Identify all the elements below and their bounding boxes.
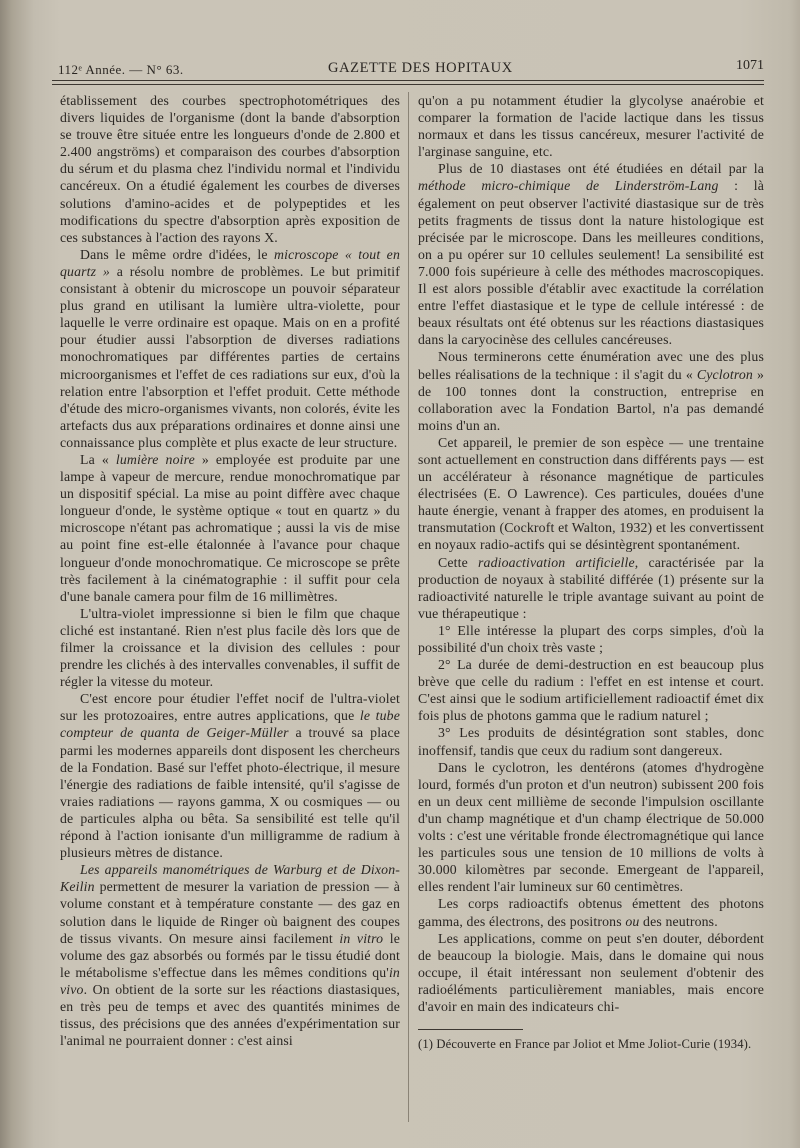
italic-text: ou [625, 913, 640, 929]
text-run: Nous terminerons cette énumération avec une des plus belles réalisations de la technique : il s'agit du « [418, 349, 764, 382]
text-run: » employée est produite par une lampe à vapeur de mercure, rendue monochromatique par un dispositif spécial. La mise au point diffère avec chaque longueur d'onde, le système optique « tout en quartz » du microscope n'étant pas achromatique ; aussi la vis de mise au point fine est-elle étalonnée à l'avance pour chaque longueur d'onde monochromatique. Ce microscope se prête très facilement à la cinématographie : il suffit pour cela d'une banale camera pour film de 16 millimètres. [60, 451, 400, 604]
paragraph [60, 246, 400, 451]
paragraph [60, 605, 400, 690]
text-run: Dans le même ordre d'idées, le [80, 246, 274, 262]
italic-text: lumière noire [115, 451, 195, 467]
text-run: a trouvé sa place parmi les modernes appareils dont disposent les chercheurs de la Fondation. Basé sur l'effet photo-électrique, il mesure l'énergie des radiations de faible intensité, qu'il s'agisse de vraies radiations — rayons gamma, X ou cosmiques — ou de particules alpha ou bêta. Sa sensibilité est telle qu'il répond à l'action ionisante d'un milligramme de radium à plusieurs mètres de distance. [60, 725, 400, 861]
italic-text: Les appareils manométriques de Warburg et de Dixon-Keilin [60, 862, 400, 895]
text-run: » de 100 tonnes dont la construction, entreprise en collaboration avec la Fondation Bartol, n'a pas demandé moins d'un an. [418, 366, 764, 433]
paragraph [418, 656, 764, 724]
text-run: Plus de 10 diastases ont été étudiées en détail par la [438, 161, 764, 177]
paragraph [60, 690, 400, 861]
text-run: La « [80, 451, 116, 467]
text-run: : là également on peut observer l'activité diastasique sur de très petits fragments de tissus dont la nature histologique est précisée par le microscope. Dans les meilleures conditions, on a pu opérer sur 10 cellules seulement! La sensibilité est 7.000 fois supérieure à celle des méthodes macroscopiques. Il est alors possible d'établir avec exactitude la corrélation entre l'effet diastasique et le type de cellule intéressé : de beaux résultats ont été obtenus sur les réactions diastasiques dans la caryocinèse des cellules cancéreuses. [418, 178, 764, 348]
text-run: permettent de mesurer la variation de pression — à volume constant et à température constante — des gaz en solution dans le liquide de Ringer où baignent des coupes de tissus vivants. On mesure ainsi facilement [60, 879, 400, 946]
paragraph [418, 348, 764, 433]
paragraph [418, 622, 764, 656]
footnote: (1) Découverte en France par Joliot et Mme Joliot-Curie (1934). [418, 1037, 752, 1052]
paragraph [418, 160, 764, 348]
page-number: 1071 [736, 58, 764, 73]
italic-text: radioactivation artificielle [478, 554, 635, 570]
italic-text: Cyclotron [696, 366, 753, 382]
text-run: Dans le cyclotron, les dentérons (atomes d'hydrogène lourd, formés d'un proton et d'un neutron) subissent 200 fois en un deux cent millième de seconde l'impulsion oscillante d'un champ magnétique et d'un champ électrique de 50.000 volts : c'est une véritable fronde électromagnétique qui lance les particules sous une tension de 10 millions de volts à 30.000 kilomètres par seconde. Emergeant de l'appareil, elles rendent l'air lumineux sur 60 centimètres. [418, 759, 764, 895]
text-run: Cette [438, 554, 479, 570]
paragraph [418, 930, 764, 1015]
journal-title: GAZETTE DES HOPITAUX [328, 60, 513, 76]
paragraph [418, 434, 764, 554]
paragraph [60, 861, 400, 1049]
text-run: le volume des gaz absorbés ou formés par le tissu étudié dont le métabolisme s'effectue dans les mêmes conditions qu' [60, 930, 400, 980]
paragraph [418, 554, 764, 622]
text-run: 1° Elle intéresse la plupart des corps simples, d'où la possibilité d'un choix très vaste ; [418, 622, 764, 655]
paragraph [418, 759, 764, 896]
italic-text: in vivo [60, 964, 400, 997]
italic-text: microscope « tout en quartz » [60, 246, 400, 279]
header-rule [52, 80, 764, 81]
text-run: , caractérisée par la production de noyaux à stabilité différée (1) présente sur la radioactivité naturelle le triple avantage suivant au point de vue thérapeutique : [418, 554, 764, 621]
italic-text: méthode micro-chimique de Linderström-Lang [418, 178, 719, 194]
italic-text: in vitro [339, 930, 384, 946]
paragraph [60, 451, 400, 605]
column-divider [408, 92, 409, 1122]
right-column-paragraphs [418, 92, 764, 1015]
text-run: 3° Les produits de désintégration sont stables, donc inoffensif, tandis que ceux du radium sont dangereux. [418, 725, 764, 758]
italic-text: le tube compteur de quanta de Geiger-Müller [60, 708, 400, 741]
text-run: Cet appareil, le premier de son espèce — une trentaine sont actuellement en construction dans différents pays — est un accélérateur à résonance magnétique de particules électrisées (E. O Lawrence). Ces particules, douées d'une haute énergie, venant à frapper des atomes, en produisent la transmutation (Cockroft et Walton, 1932) et les convertissent en noyaux radio-actifs qui se désintègrent spontanément. [418, 434, 764, 553]
text-run: qu'on a pu notamment étudier la glycolyse anaérobie et comparer la formation de l'acide lactique dans les tissus normaux et dans les tissus cancéreux, mesurer l'activité de l'arginase sanguine, etc. [418, 93, 764, 160]
text-run: L'ultra-violet impressionne si bien le film que chaque cliché est instantané. Rien n'est plus facile dès lors que de filmer la croissance et la division des cellules : pour prendre les clichés à des intervalles convenables, il suffit de régler la vitesse du moteur. [60, 605, 400, 690]
paragraph [418, 895, 764, 929]
text-run: établissement des courbes spectrophotométriques des divers liquides de l'organisme (dont la bande d'absorption se trouve être située entre les longueurs d'onde de 2.800 et 2.400 angströms) et comparaison des courbes d'absorption du sérum et du plasma chez l'individu normal et l'individu cancéreux. On a étudié également les courbes de diverses solutions d'amino-acides et de polypeptides et les modifications du spectre d'absorption après exposition de ces substances à l'action des rayons X. [60, 93, 400, 245]
right-column [418, 92, 764, 1052]
text-run: des neutrons. [639, 913, 718, 929]
left-column [60, 92, 400, 1049]
paragraph [418, 92, 764, 160]
paragraph [418, 724, 764, 758]
text-run: a résolu nombre de problèmes. Le but primitif consistant à obtenir du microscope un pouvoir séparateur plus grand en utilisant la lumière ultra-violette, pour laquelle le verre ordinaire est opaque. Mais on en a profité pour étudier aussi l'absorption de diverses radiations monochromatiques par différentes parties de certains microorganismes et l'effet de ces radiations sur eux, d'où la relation entre l'absorption et l'effet produit. Cette méthode d'étude des micro-organismes vivants, non colorés, évite les artefacts dus aux préparations ordinaires et donne ainsi une connaissance plus complète et plus exacte de leur structure. [60, 263, 400, 450]
footnote-rule [418, 1029, 523, 1030]
page-header [58, 58, 764, 80]
text-run: C'est encore pour étudier l'effet nocif de l'ultra-violet sur les protozoaires, entre autres applications, que [60, 691, 400, 724]
issue-number: 112ᵉ Année. — N° 63. [58, 62, 184, 77]
header-rule-double [52, 84, 764, 85]
text-run: Les corps radioactifs obtenus émettent des photons gamma, des électrons, des positrons [418, 896, 764, 929]
paragraph [60, 92, 400, 246]
text-run: 2° La durée de demi-destruction en est beaucoup plus brève que celle du radium : l'effet en est intense et court. C'est ainsi que le sodium artificiellement radioactif émet dix fois plus de photons gamma que le radium naturel ; [418, 657, 764, 724]
text-run: . On obtient de la sorte sur les réactions diastasiques, en très peu de temps et avec des quantités minimes de tissus, des précisions que des années d'expérimentation sur l'animal ne pourraient donner : c'est ainsi [60, 981, 400, 1049]
text-run: Les applications, comme on peut s'en douter, débordent de beaucoup la biologie. Mais, dans le domaine qui nous occupe, il était intéressant non seulement d'obtenir des radioéléments particulièrement maniables, mais encore d'avoir en main des indicateurs chi- [418, 930, 764, 1014]
